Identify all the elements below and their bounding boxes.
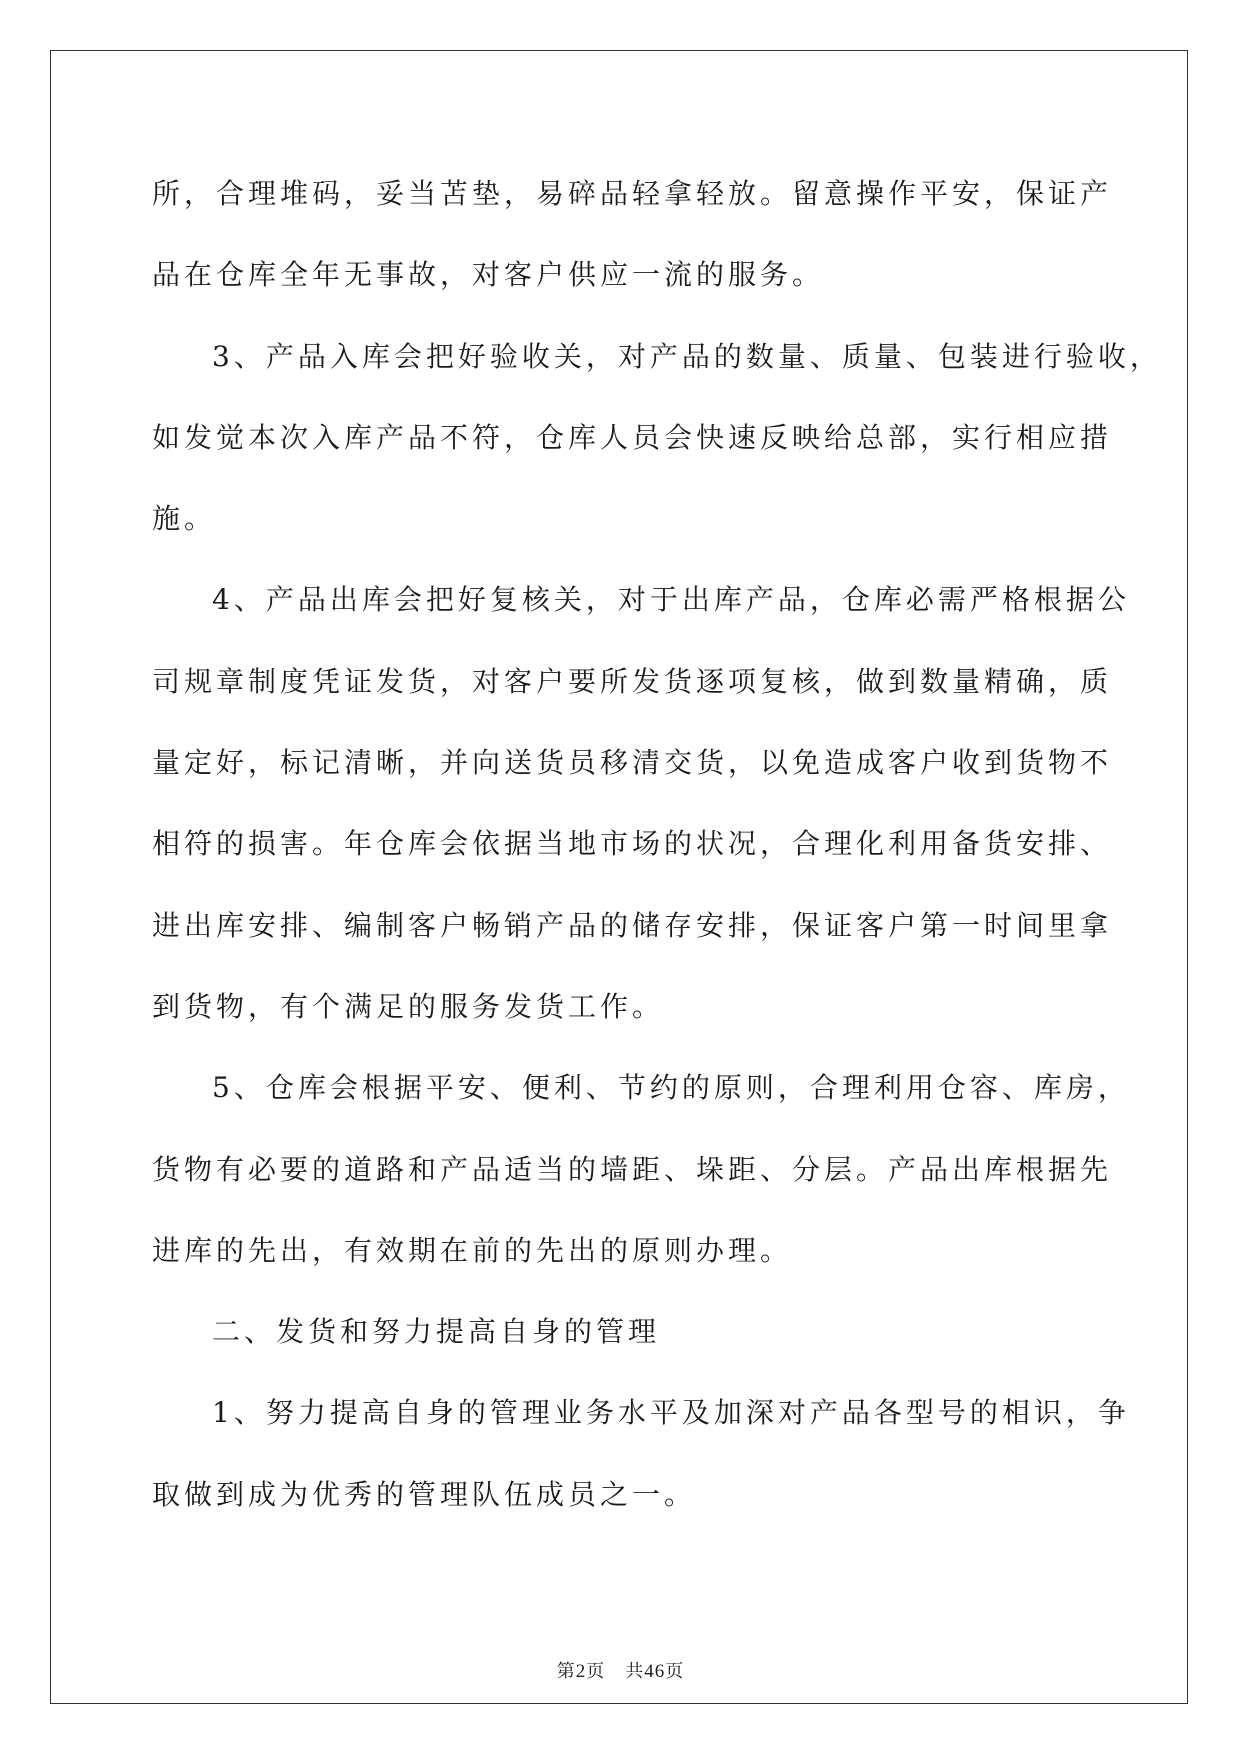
- page-suffix: 页: [586, 1661, 606, 1682]
- section-heading: [152, 1291, 1087, 1372]
- text-line: 二、发货和努力提高自身的管理: [212, 1315, 661, 1349]
- paragraph-4: [152, 1047, 1130, 1291]
- text-line: 品在仓库全年无事故，对客户供应一流的服务。: [152, 258, 825, 292]
- text-line: 进库的先出，有效期在前的先出的原则办理。: [152, 1233, 793, 1267]
- paragraph-3: [152, 559, 1130, 1047]
- text-line: 3、产品入库会把好验收关，对产品的数量、质量、包装进行验收，: [212, 339, 1162, 373]
- text-line: 4、产品出库会把好复核关，对于出库产品，仓库必需严格根据公: [212, 583, 1130, 617]
- text-line: 取做到成为优秀的管理队伍成员之一。: [152, 1477, 697, 1511]
- page-number: 2: [575, 1661, 587, 1682]
- document-body: [152, 153, 1162, 1535]
- page-footer: [0, 1657, 1241, 1683]
- text-line: 货物有必要的道路和产品适当的墙距、垛距、分层。产品出库根据先: [152, 1152, 1113, 1186]
- text-line: 1、努力提高自身的管理业务水平及加深对产品各型号的相识，争: [212, 1396, 1130, 1430]
- page-prefix: 第: [556, 1661, 576, 1682]
- text-line: 所，合理堆码，妥当苫垫，易碎品轻拿轻放。留意操作平安，保证产: [152, 177, 1113, 210]
- text-line: 司规章制度凭证发货，对客户要所发货逐项复核，做到数量精确，质: [152, 664, 1113, 698]
- text-line: 如发觉本次入库产品不符，仓库人员会快速反映给总部，实行相应措: [152, 420, 1113, 454]
- paragraph-2: [152, 316, 1162, 560]
- text-line: 5、仓库会根据平安、便利、节约的原则，合理利用仓容、库房，: [212, 1071, 1130, 1105]
- text-line: 施。: [152, 502, 217, 536]
- total-suffix: 页: [665, 1661, 685, 1682]
- paragraph-1: [152, 153, 1113, 316]
- total-pages: 46: [644, 1661, 666, 1682]
- text-line: 进出库安排、编制客户畅销产品的储存安排，保证客户第一时间里拿: [152, 908, 1113, 942]
- total-prefix: 共: [625, 1661, 645, 1682]
- text-line: 相符的损害。年仓库会依据当地市场的状况，合理化利用备货安排、: [152, 827, 1113, 861]
- text-line: 量定好，标记清晰，并向送货员移清交货，以免造成客户收到货物不: [152, 746, 1113, 780]
- text-line: 到货物，有个满足的服务发货工作。: [152, 989, 665, 1023]
- paragraph-5: [152, 1372, 1130, 1535]
